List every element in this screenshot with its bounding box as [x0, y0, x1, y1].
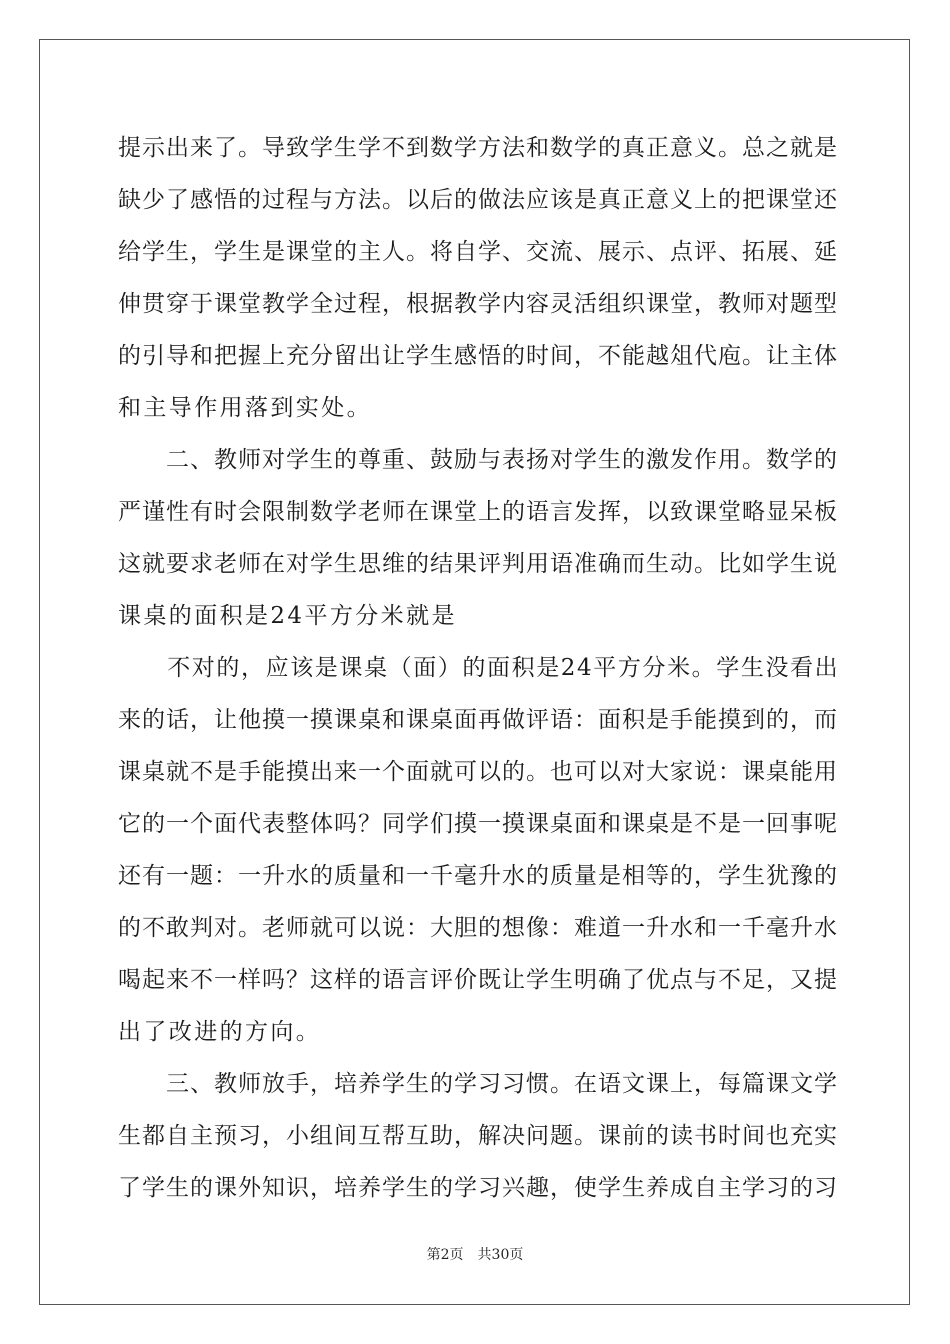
text-line: 了学生的课外知识，培养学生的学习兴趣，使学生养成自主学习的习 — [118, 1175, 838, 1201]
text-line: 的不敢判对。老师就可以说：大胆的想像：难道一升水和一千毫升水 — [118, 915, 838, 941]
text-line: 给学生，学生是课堂的主人。将自学、交流、展示、点评、拓展、延 — [118, 239, 838, 265]
text-line: 课桌的面积是24平方分米就是 — [118, 603, 457, 629]
text-line: 来的话，让他摸一摸课桌和课桌面再做评语：面积是手能摸到的，而 — [118, 707, 838, 733]
text-line: 的引导和把握上充分留出让学生感悟的时间，不能越俎代庖。让主体 — [118, 343, 838, 369]
text-line: 它的一个面代表整体吗？同学们摸一摸课桌面和课桌是不是一回事呢 — [118, 811, 838, 837]
text-line: 严谨性有时会限制数学老师在课堂上的语言发挥，以致课堂略显呆板 — [118, 499, 838, 525]
page-total: 共30页 — [477, 1247, 524, 1263]
text-line: 提示出来了。导致学生学不到数学方法和数学的真正意义。总之就是 — [118, 135, 838, 161]
text-line: 课桌就不是手能摸出来一个面就可以的。也可以对大家说：课桌能用 — [118, 759, 838, 785]
text-line: 这就要求老师在对学生思维的结果评判用语准确而生动。比如学生说 — [118, 551, 838, 577]
text-line: 缺少了感悟的过程与方法。以后的做法应该是真正意义上的把课堂还 — [118, 187, 838, 213]
page-number: 第2页 — [426, 1247, 464, 1263]
text-line: 还有一题：一升水的质量和一千毫升水的质量是相等的，学生犹豫的 — [118, 863, 838, 889]
page-footer — [0, 1245, 950, 1265]
text-line: 伸贯穿于课堂教学全过程，根据教学内容灵活组织课堂，教师对题型 — [118, 291, 838, 317]
text-line: 三、教师放手，培养学生的学习习惯。在语文课上，每篇课文学 — [118, 1071, 838, 1097]
text-line: 二、教师对学生的尊重、鼓励与表扬对学生的激发作用。数学的 — [118, 447, 838, 473]
text-line: 喝起来不一样吗？这样的语言评价既让学生明确了优点与不足，又提 — [118, 967, 838, 993]
text-line: 出了改进的方向。 — [118, 1019, 322, 1045]
text-line: 和主导作用落到实处。 — [118, 395, 372, 421]
text-line: 生都自主预习，小组间互帮互助，解决问题。课前的读书时间也充实 — [118, 1123, 838, 1149]
text-line: 不对的，应该是课桌（面）的面积是24平方分米。学生没看出 — [118, 655, 840, 681]
